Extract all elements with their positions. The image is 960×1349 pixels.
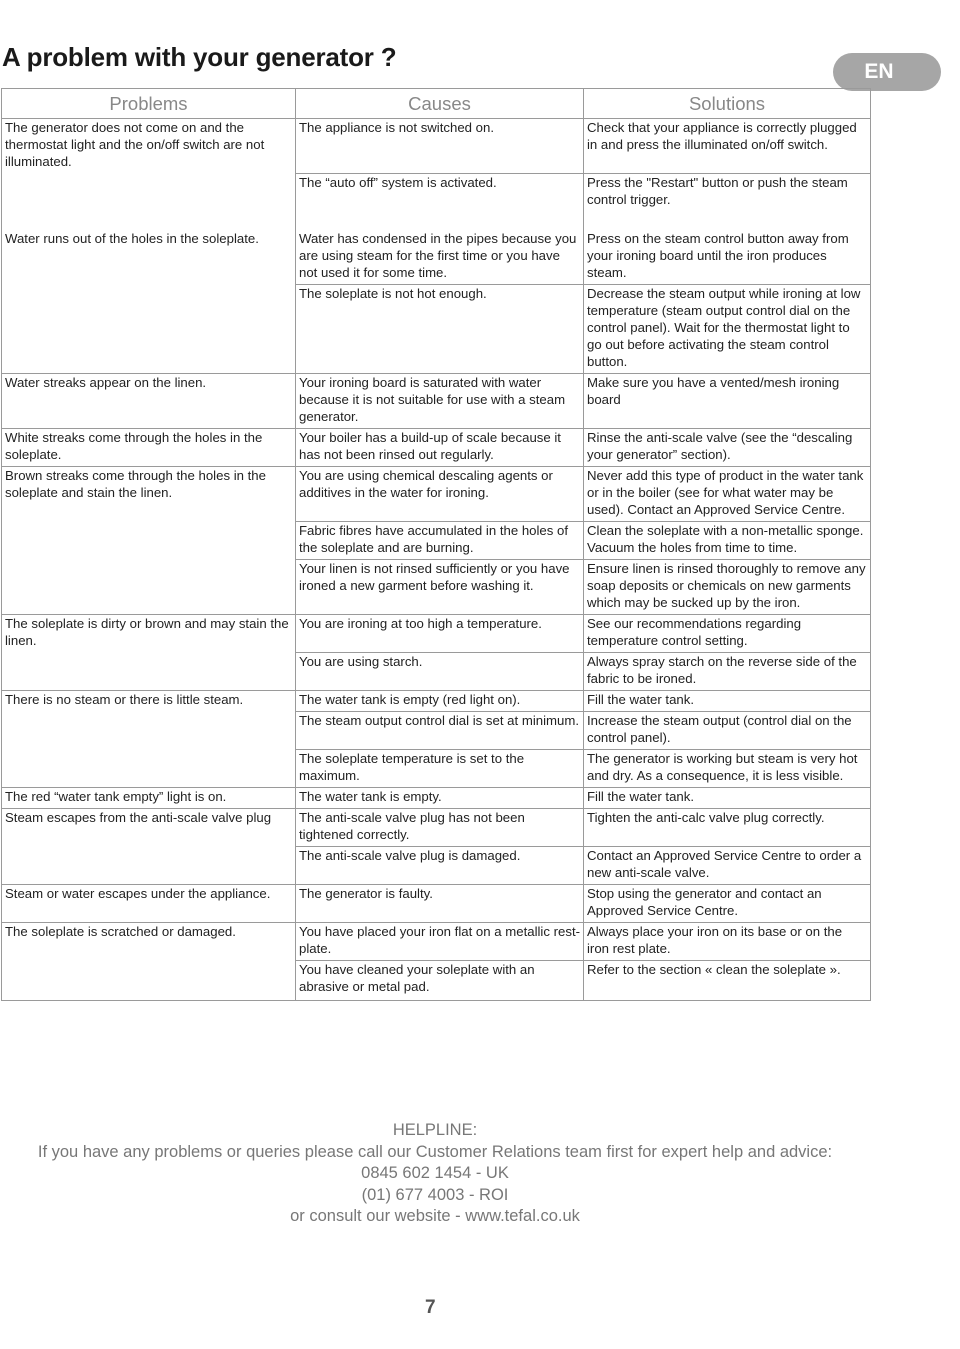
cause-cell: You have cleaned your soleplate with an abrasive or metal pad. bbox=[296, 961, 584, 1001]
cause-cell: The “auto off” system is activated. bbox=[296, 173, 584, 230]
solution-cell: Ensure linen is rinsed thoroughly to remove any soap deposits or chemicals on new garments which may be sucked up by the iron. bbox=[584, 560, 871, 615]
problem-cell bbox=[2, 653, 296, 691]
solution-cell: Contact an Approved Service Centre to order a new anti-scale valve. bbox=[584, 847, 871, 885]
cause-cell: The appliance is not switched on. bbox=[296, 119, 584, 174]
table-row bbox=[2, 285, 871, 374]
helpline-phone-roi: (01) 677 4003 - ROI bbox=[361, 1185, 509, 1204]
table-header-row bbox=[2, 89, 871, 119]
table-row bbox=[2, 923, 871, 961]
cause-cell: The soleplate temperature is set to the maximum. bbox=[296, 750, 584, 788]
solution-cell: Fill the water tank. bbox=[584, 788, 871, 809]
cause-cell: The water tank is empty. bbox=[296, 788, 584, 809]
problem-cell: The generator does not come on and the thermostat light and the on/off switch are not illuminated. bbox=[2, 119, 296, 174]
table-row bbox=[2, 788, 871, 809]
problem-cell bbox=[2, 847, 296, 885]
cause-cell: The water tank is empty (red light on). bbox=[296, 691, 584, 712]
cause-cell: The soleplate is not hot enough. bbox=[296, 285, 584, 374]
cause-cell: The generator is faulty. bbox=[296, 885, 584, 923]
helpline-intro: If you have any problems or queries please call our Customer Relations team first for expert help and advice: bbox=[37, 1142, 833, 1161]
cause-cell: Your ironing board is saturated with water because it is not suitable for use with a steam generator. bbox=[296, 374, 584, 429]
header-solutions: Solutions bbox=[584, 89, 871, 119]
solution-cell: Tighten the anti-calc valve plug correctly. bbox=[584, 809, 871, 847]
table-row bbox=[2, 467, 871, 522]
cause-cell: Water has condensed in the pipes because you are using steam for the first time or you have not used it for some time. bbox=[296, 230, 584, 285]
solution-cell: Always spray starch on the reverse side of the fabric to be ironed. bbox=[584, 653, 871, 691]
solution-cell: Never add this type of product in the water tank or in the boiler (see for what water may be used). Contact an Approved Service Centre. bbox=[584, 467, 871, 522]
problem-cell: Steam or water escapes under the appliance. bbox=[2, 885, 296, 923]
cause-cell: The steam output control dial is set at minimum. bbox=[296, 712, 584, 750]
solution-cell: Make sure you have a vented/mesh ironing board bbox=[584, 374, 871, 429]
helpline-website: or consult our website - www.tefal.co.uk bbox=[290, 1207, 580, 1225]
table-row bbox=[2, 712, 871, 750]
solution-cell: Decrease the steam output while ironing at low temperature (steam output control dial on the control panel). Wait for the thermostat light to go out before activating the steam control button. bbox=[584, 285, 871, 374]
page-number: 7 bbox=[425, 1297, 436, 1318]
table-row bbox=[2, 809, 871, 847]
cause-cell: You are using chemical descaling agents or additives in the water for ironing. bbox=[296, 467, 584, 522]
table-row bbox=[2, 847, 871, 885]
problem-cell bbox=[2, 560, 296, 615]
language-badge: EN bbox=[833, 53, 941, 91]
problem-cell bbox=[2, 712, 296, 750]
problem-cell: The soleplate is dirty or brown and may stain the linen. bbox=[2, 615, 296, 653]
header-causes: Causes bbox=[296, 89, 584, 119]
solution-cell: Check that your appliance is correctly plugged in and press the illuminated on/off switch. bbox=[584, 119, 871, 174]
solution-cell: Increase the steam output (control dial on the control panel). bbox=[584, 712, 871, 750]
problem-cell bbox=[2, 522, 296, 560]
problem-cell: Water streaks appear on the linen. bbox=[2, 374, 296, 429]
problem-cell: The soleplate is scratched or damaged. bbox=[2, 923, 296, 961]
cause-cell: Your linen is not rinsed sufficiently or you have ironed a new garment before washing it. bbox=[296, 560, 584, 615]
table-row bbox=[2, 173, 871, 230]
cause-cell: Your boiler has a build-up of scale because it has not been rinsed out regularly. bbox=[296, 429, 584, 467]
page-title: A problem with your generator ? bbox=[2, 42, 397, 72]
solution-cell: See our recommendations regarding temperature control setting. bbox=[584, 615, 871, 653]
helpline-phone-uk: 0845 602 1454 - UK bbox=[361, 1164, 509, 1182]
table-row bbox=[2, 961, 871, 1001]
problem-cell: Water runs out of the holes in the soleplate. bbox=[2, 230, 296, 285]
helpline-block bbox=[0, 1120, 870, 1228]
problem-cell: The red “water tank empty” light is on. bbox=[2, 788, 296, 809]
table-row bbox=[2, 522, 871, 560]
problem-cell bbox=[2, 750, 296, 788]
table-row bbox=[2, 119, 871, 174]
table-row bbox=[2, 429, 871, 467]
cause-cell: You are using starch. bbox=[296, 653, 584, 691]
problem-cell: Steam escapes from the anti-scale valve plug bbox=[2, 809, 296, 847]
header-problems: Problems bbox=[2, 89, 296, 119]
problem-cell bbox=[2, 173, 296, 230]
solution-cell: Press the "Restart" button or push the steam control trigger. bbox=[584, 173, 871, 230]
solution-cell: The generator is working but steam is very hot and dry. As a consequence, it is less visible. bbox=[584, 750, 871, 788]
cause-cell: The anti-scale valve plug has not been tightened correctly. bbox=[296, 809, 584, 847]
cause-cell: You are ironing at too high a temperature. bbox=[296, 615, 584, 653]
table-row bbox=[2, 230, 871, 285]
table-row bbox=[2, 653, 871, 691]
solution-cell: Stop using the generator and contact an Approved Service Centre. bbox=[584, 885, 871, 923]
solution-cell: Clean the soleplate with a non-metallic sponge. Vacuum the holes from time to time. bbox=[584, 522, 871, 560]
table-row bbox=[2, 615, 871, 653]
cause-cell: Fabric fibres have accumulated in the holes of the soleplate and are burning. bbox=[296, 522, 584, 560]
table-row bbox=[2, 560, 871, 615]
problem-cell bbox=[2, 961, 296, 1001]
solution-cell: Fill the water tank. bbox=[584, 691, 871, 712]
table-row bbox=[2, 691, 871, 712]
problem-cell bbox=[2, 285, 296, 374]
helpline-heading: HELPLINE: bbox=[392, 1121, 478, 1139]
solution-cell: Rinse the anti-scale valve (see the “descaling your generator” section). bbox=[584, 429, 871, 467]
table-row bbox=[2, 885, 871, 923]
table-row bbox=[2, 750, 871, 788]
solution-cell: Always place your iron on its base or on the iron rest plate. bbox=[584, 923, 871, 961]
troubleshooting-table bbox=[1, 88, 871, 1001]
cause-cell: You have placed your iron flat on a metallic rest-plate. bbox=[296, 923, 584, 961]
solution-cell: Refer to the section « clean the soleplate ». bbox=[584, 961, 871, 1001]
cause-cell: The anti-scale valve plug is damaged. bbox=[296, 847, 584, 885]
problem-cell: White streaks come through the holes in the soleplate. bbox=[2, 429, 296, 467]
table-row bbox=[2, 374, 871, 429]
solution-cell: Press on the steam control button away from your ironing board until the iron produces steam. bbox=[584, 230, 871, 285]
problem-cell: There is no steam or there is little steam. bbox=[2, 691, 296, 712]
problem-cell: Brown streaks come through the holes in the soleplate and stain the linen. bbox=[2, 467, 296, 522]
